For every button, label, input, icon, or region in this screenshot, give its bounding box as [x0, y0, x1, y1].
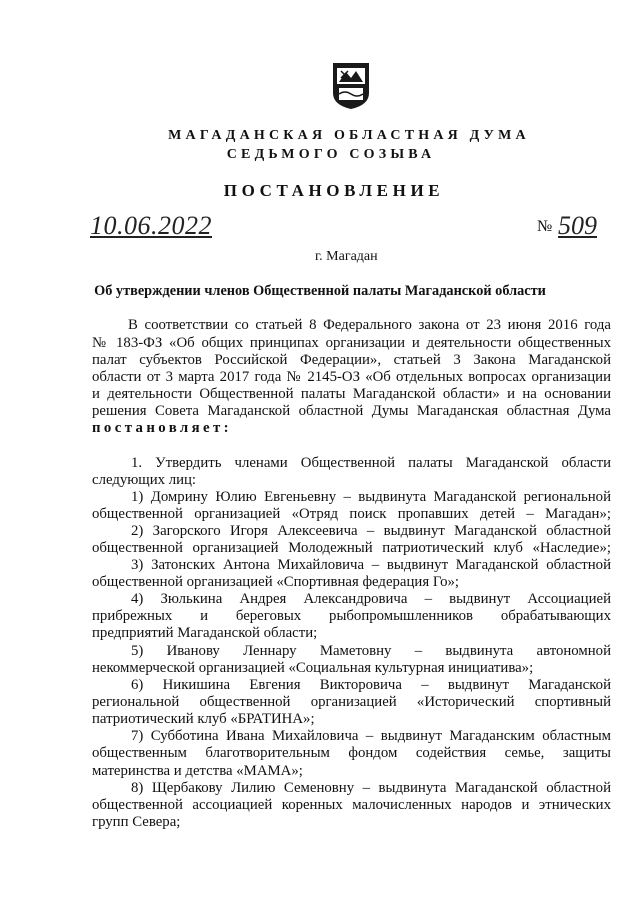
- list-item: материнства и детства «МАМА»;: [92, 763, 303, 779]
- preamble-line: и деятельности Общественной палаты Магаданской области» и на основании: [92, 386, 611, 402]
- body-line: следующих лиц:: [92, 472, 197, 488]
- list-item: 7) Субботина Ивана Михайловича – выдвинут Магаданским областным: [131, 728, 611, 744]
- city: г. Магадан: [315, 249, 378, 264]
- coat-of-arms-emblem: [331, 61, 371, 111]
- list-item: некоммерческой организацией «Социальная культурная инициатива»;: [92, 660, 534, 676]
- list-item: 8) Щербакову Лилию Семеновну – выдвинута Магаданской областной: [131, 780, 611, 796]
- preamble-line: палат субъектов Российской Федерации», статьей 3 Закона Магаданской: [92, 352, 611, 368]
- list-item: предприятий Магаданской области;: [92, 625, 318, 641]
- list-item: прибрежных и береговых рыбопромышленников обрабатывающих: [92, 608, 611, 624]
- list-item: общественным благотворительным фондом содействия семье, защиты: [92, 745, 611, 761]
- list-item: общественной организацией «Отряд поиск пропавших детей – Магадан»;: [92, 506, 611, 522]
- preamble-line: В соответствии со статьей 8 Федерального закона от 23 июня 2016 года: [128, 317, 611, 333]
- list-item: 6) Никишина Евгения Викторовича – выдвинут Магаданской: [131, 677, 611, 693]
- list-item: 3) Затонских Антона Михайловича – выдвинут Магаданской областной: [131, 557, 611, 573]
- preamble-line: № 183-ФЗ «Об общих принципах организации и деятельности общественных: [92, 335, 611, 351]
- resolution-word: постановляет:: [92, 420, 232, 436]
- list-item: общественной организацией Молодежный патриотический клуб «Наследие»;: [92, 540, 611, 556]
- preamble-line: решения Совета Магаданской областной Думы Магаданская областная Дума: [92, 403, 611, 419]
- organization-name: МАГАДАНСКАЯ ОБЛАСТНАЯ ДУМА: [168, 128, 530, 143]
- preamble-line: области от 3 марта 2017 года № 2145-ОЗ «Об отдельных вопросах организации: [92, 369, 611, 385]
- list-item: групп Севера;: [92, 814, 181, 830]
- list-item: региональной общественной организацией «Исторический спортивный: [92, 694, 611, 710]
- list-item: 4) Зюлькина Андрея Александровича – выдвинут Ассоциацией: [131, 591, 611, 607]
- list-item: общественной организацией «Спортивная федерация Го»;: [92, 574, 459, 590]
- list-item: 1) Домрину Юлию Евгеньевну – выдвинута Магаданской региональной: [131, 489, 611, 505]
- list-item: общественной ассоциацией коренных малочисленных народов и этнических: [92, 797, 611, 813]
- document-type-heading: ПОСТАНОВЛЕНИЕ: [223, 181, 445, 200]
- convocation: СЕДЬМОГО СОЗЫВА: [226, 147, 436, 162]
- handwritten-date: 10.06.2022: [90, 211, 212, 240]
- body-line: 1. Утвердить членами Общественной палаты Магаданской области: [131, 455, 611, 471]
- document-title: Об утверждении членов Общественной палаты Магаданской области: [94, 283, 546, 299]
- number-sign: №: [537, 218, 553, 235]
- list-item: патриотический клуб «БРАТИНА»;: [92, 711, 315, 727]
- list-item: 2) Загорского Игоря Алексеевича – выдвинут Магаданской областной: [131, 523, 611, 539]
- list-item: 5) Иванову Леннару Маметовну – выдвинута автономной: [131, 643, 611, 659]
- handwritten-number: 509: [558, 211, 597, 240]
